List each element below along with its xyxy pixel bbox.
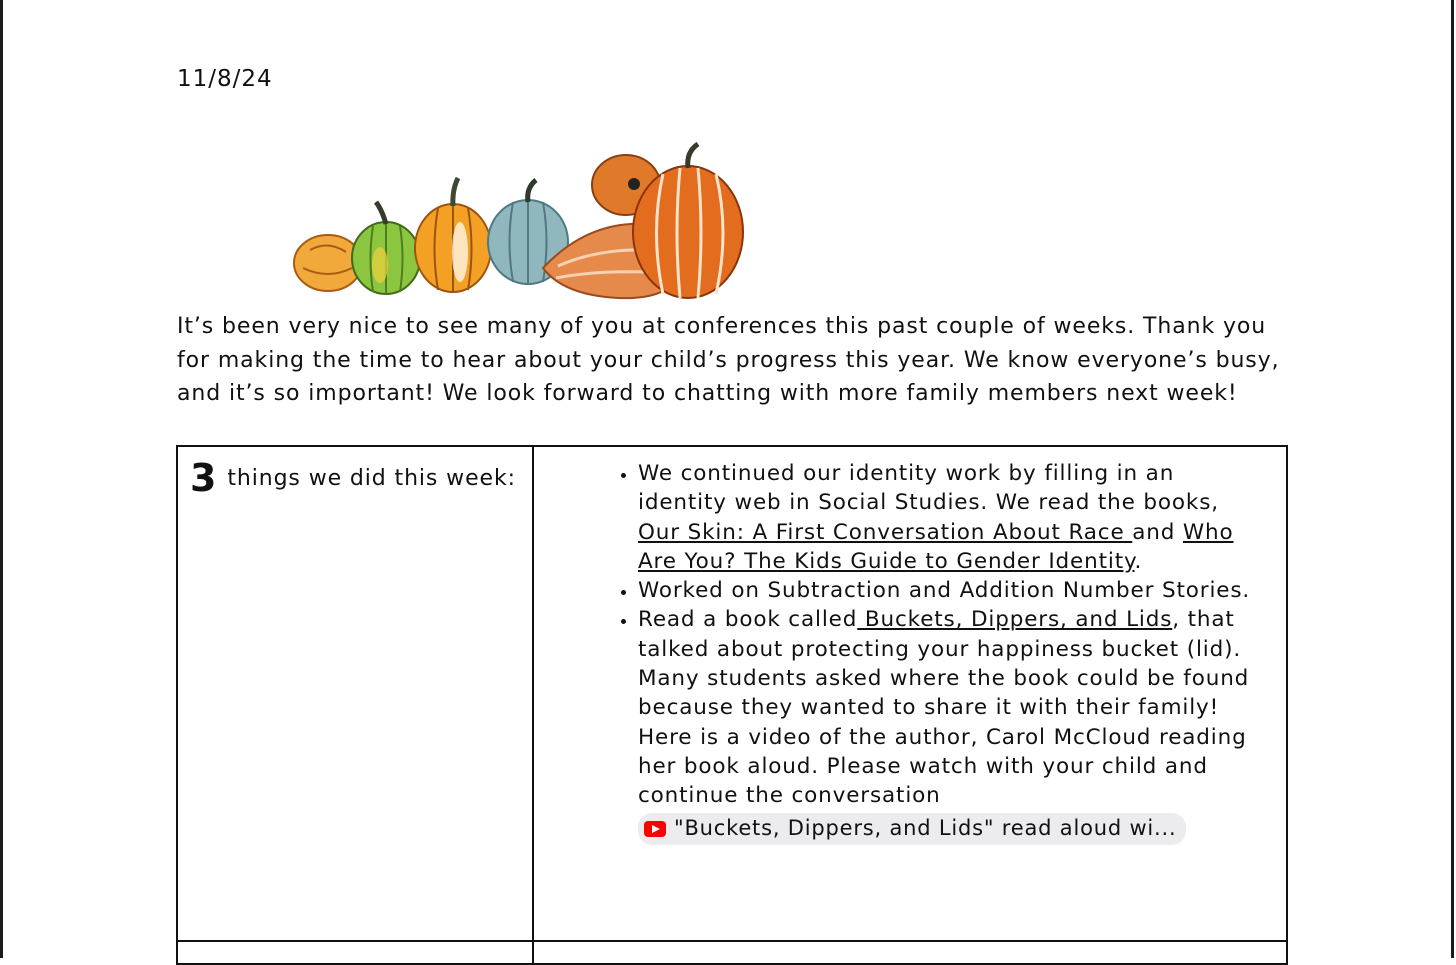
table-row-content-cell <box>534 447 1286 942</box>
bullet-text: . <box>1134 548 1143 574</box>
list-item <box>638 605 1266 844</box>
bullet-text: and <box>1132 519 1183 545</box>
bullet-text: , that talked about protecting your happiness bucket (lid). Many students asked where the book could be found because they wanted to share it with their family! Here is a video of the author, Carol McCloud reading her book aloud. Please watch with your child and continue the conversation <box>638 607 1250 809</box>
intro-paragraph: It’s been very nice to see many of you at conferences this past couple of weeks. Thank you for making the time to hear about your child’s progress this year. We know everyone’s busy, and it’s so important! We look forward to chatting with more family members next week! <box>177 314 1280 406</box>
pumpkins-illustration <box>288 140 763 302</box>
list-item <box>638 576 1266 605</box>
things-we-did-heading <box>190 456 520 500</box>
list-item <box>638 459 1266 576</box>
weekly-table <box>176 445 1288 965</box>
bullet-text: Worked on Subtraction and Addition Number Stories. <box>638 578 1251 604</box>
book-title-buckets: Buckets, Dippers, and Lids <box>857 607 1173 633</box>
book-title-our-skin: Our Skin: A First Conversation About Race <box>638 519 1133 545</box>
bullet-text: Read a book called <box>638 607 858 633</box>
heading-text: things we did this week: <box>219 466 516 491</box>
book-title-who-are-you: Who Are You? The Kids Guide to Gender Identity <box>638 519 1234 574</box>
video-link-label: "Buckets, Dippers, and Lids" read aloud wi... <box>674 815 1177 840</box>
activities-list <box>584 459 1266 845</box>
youtube-icon <box>644 821 666 837</box>
table-next-row-content-cell <box>534 942 1286 963</box>
heading-number: 3 <box>190 456 216 500</box>
video-link-chip[interactable] <box>638 813 1186 845</box>
newsletter-date: 11/8/24 <box>177 66 273 92</box>
table-row-label-cell <box>178 447 534 942</box>
table-next-row-label-cell <box>178 942 534 963</box>
bullet-text: We continued our identity work by filling in an identity web in Social Studies. We read the books, <box>638 461 1219 516</box>
